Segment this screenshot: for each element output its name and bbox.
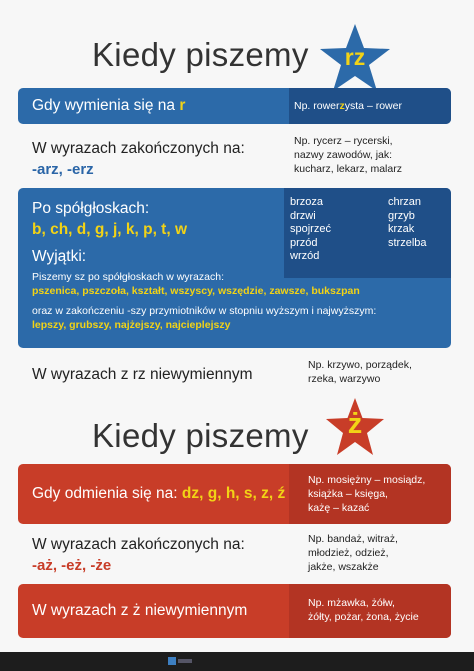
- star-label: rz: [344, 44, 366, 70]
- example-line: nazwy zawodów, jak:: [294, 149, 393, 161]
- rule-text: W wyrazach z rz niewymiennym: [32, 366, 253, 383]
- rule-endings: -arz, -erz: [32, 161, 94, 178]
- rule-box-ending-az-ez-ze: [18, 528, 451, 582]
- rule-text-line1: W wyrazach zakończonych na:: [32, 140, 245, 157]
- exceptions-words: lepszy, grubszy, najżejszy, najcieplejszy: [32, 319, 231, 331]
- exceptions-line: oraz w zakończeniu -szy przymiotników w stopniu wyższym i najwyższym:: [32, 305, 377, 317]
- rule-example: [308, 596, 419, 624]
- exceptions-line: Piszemy sz po spółgłoskach w wyrazach:: [32, 271, 224, 283]
- exceptions-words: pszenica, pszczoła, kształt, wszyscy, wszędzie, zawsze, bukszpan: [32, 285, 360, 297]
- rule-example: [308, 532, 398, 574]
- example-word: wrzód: [290, 250, 320, 262]
- section1-title: Kiedy piszemy: [92, 36, 309, 73]
- example-word: grzyb: [388, 209, 415, 222]
- rule-highlight: dz, g, h, s, z, ź: [181, 485, 286, 502]
- star-badge-rz: [318, 22, 392, 94]
- rule-box-inflection: [18, 464, 451, 524]
- rule-example: [294, 99, 402, 113]
- star-badge-z-dot: [324, 396, 386, 458]
- consonant-list: b, ch, d, g, j, k, p, t, w: [32, 221, 188, 238]
- example-column: [290, 196, 331, 264]
- logo-icon: [168, 656, 192, 666]
- section2-title: Kiedy piszemy: [92, 417, 309, 454]
- rule-text: [32, 483, 285, 504]
- example-line: książka – księga,: [308, 488, 388, 500]
- rule-box-ending-arz-erz: [18, 128, 451, 186]
- rule-example: [308, 358, 412, 386]
- rule-text-main: Gdy wymienia się na: [32, 97, 180, 114]
- rule-box-replace-r: [18, 88, 451, 124]
- example-word: krzak: [388, 223, 415, 235]
- rule-box-after-consonants: [18, 188, 451, 348]
- example-word: drzwi: [290, 209, 316, 222]
- example-word: chrzan: [388, 196, 422, 208]
- example-line: Np. mosiężny – mosiądz,: [308, 474, 426, 486]
- example-word: przód: [290, 236, 318, 249]
- example-line: Np. mżawka, żółw,: [308, 597, 395, 609]
- example-line: Np. rycerz – rycerski,: [294, 135, 393, 147]
- example-line: Np. bandaż, witraż,: [308, 533, 398, 545]
- rule-endings: -aż, -eż, -że: [32, 557, 112, 574]
- footer-bar: [0, 652, 474, 671]
- star-label: ż: [347, 408, 363, 440]
- rule-highlight: r: [179, 97, 186, 114]
- example-line: młodzież, odzież,: [308, 547, 389, 559]
- example-line: każę – kazać: [308, 502, 370, 514]
- example-column: [388, 196, 427, 250]
- publisher-logo: [168, 656, 192, 668]
- rule-box-z-unchanging: [18, 584, 451, 638]
- example-line: rzeka, warzywo: [308, 373, 381, 385]
- exceptions-heading: Wyjątki:: [32, 248, 87, 265]
- example-line: żółty, pożar, żona, życie: [308, 611, 419, 623]
- example-line: kucharz, lekarz, malarz: [294, 163, 402, 175]
- example-line: jakże, wszakże: [308, 561, 379, 573]
- example-pre: Np. rower: [294, 100, 340, 112]
- example-line: Np. krzywo, porządek,: [308, 359, 412, 371]
- example-post: ysta – rower: [344, 100, 402, 112]
- rule-text-line1: W wyrazach zakończonych na:: [32, 536, 245, 553]
- rule-text-main: Gdy odmienia się na:: [32, 485, 182, 502]
- exceptions-text: [32, 270, 442, 332]
- rule-box-rz-unchanging: [18, 352, 451, 400]
- rule-text: [32, 95, 185, 116]
- example-word: brzoza: [290, 196, 324, 208]
- example-word: spojrzeć: [290, 223, 331, 235]
- rule-example: [308, 473, 425, 515]
- rule-example: [294, 134, 402, 176]
- rule-text: W wyrazach z ż niewymiennym: [32, 602, 248, 619]
- rule-heading: Po spółgłoskach:: [32, 200, 150, 217]
- example-hl: z: [339, 100, 345, 112]
- example-word: strzelba: [388, 236, 427, 249]
